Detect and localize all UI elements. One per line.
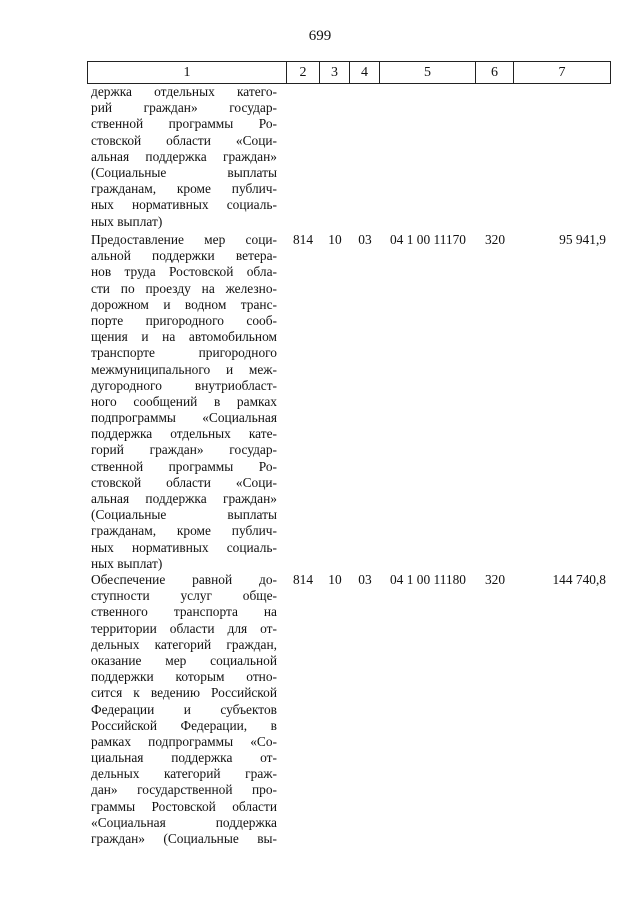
description-line: горий граждан» государ- <box>91 442 277 458</box>
description-line: порте пригородного сооб- <box>91 312 277 328</box>
header-col-3: 3 <box>320 62 350 84</box>
description-line: (Социальные выплаты <box>91 164 277 180</box>
row-description <box>91 572 277 847</box>
description-line: ственной программы Ро- <box>91 458 277 474</box>
subsection-code: 03 <box>358 572 372 587</box>
row-description <box>91 84 277 230</box>
description-line: сится к ведению Российской <box>91 685 277 701</box>
description-line: ступности услуг обще- <box>91 588 277 604</box>
description-line: сти по проезду на железно- <box>91 280 277 296</box>
description-line: оказание мер социальной <box>91 652 277 668</box>
amount-value: 144 740,8 <box>552 572 606 587</box>
description-line: держка отдельных катего- <box>91 84 277 99</box>
target-article-code: 04 1 00 11170 <box>389 232 466 247</box>
section-code: 10 <box>328 232 342 247</box>
description-line: гражданам, кроме публич- <box>91 181 277 197</box>
description-line: ных нормативных социаль- <box>91 539 277 555</box>
description-line: дорожном и водном транс- <box>91 296 277 312</box>
description-line: Федерации и субъектов <box>91 701 277 717</box>
description-line: ного сообщений в рамках <box>91 393 277 409</box>
description-line: гражданам, кроме публич- <box>91 523 277 539</box>
description-line: стовской области «Соци- <box>91 474 277 490</box>
section-code: 10 <box>328 572 342 587</box>
header-col-4: 4 <box>350 62 380 84</box>
description-line: межмуниципального и меж- <box>91 361 277 377</box>
description-line: (Социальные выплаты <box>91 507 277 523</box>
description-line: альной поддержки ветера- <box>91 248 277 264</box>
expense-type-code: 320 <box>484 232 506 247</box>
description-line: нов труда Ростовской обла- <box>91 264 277 280</box>
ministry-code: 814 <box>292 232 314 247</box>
description-line: подпрограммы «Социальная <box>91 410 277 426</box>
expense-type-code: 320 <box>484 572 506 587</box>
header-row <box>88 62 611 84</box>
amount-value: 95 941,9 <box>559 232 606 247</box>
description-line: ных выплат) <box>91 213 163 229</box>
ministry-code: 814 <box>292 572 314 587</box>
description-line: стовской области «Соци- <box>91 132 277 148</box>
description-line: ных нормативных социаль- <box>91 197 277 213</box>
header-col-1: 1 <box>88 62 287 84</box>
description-line: дугородного внутриобласт- <box>91 377 277 393</box>
description-line: Обеспечение равной до- <box>91 572 277 587</box>
target-article-code: 04 1 00 11180 <box>389 572 466 587</box>
description-line: рий граждан» государ- <box>91 100 277 116</box>
column-number-header <box>87 61 611 84</box>
description-line: дельных категорий граж- <box>91 766 277 782</box>
description-line: ственного транспорта на <box>91 604 277 620</box>
description-line: поддержки которым отно- <box>91 669 277 685</box>
description-line: «Социальная поддержка <box>91 814 277 830</box>
description-line: транспорте пригородного <box>91 345 277 361</box>
header-col-7: 7 <box>514 62 611 84</box>
page-number: 699 <box>308 28 332 44</box>
description-line: Предоставление мер соци- <box>91 232 277 247</box>
description-line: Российской Федерации, в <box>91 717 277 733</box>
description-line: щения и на автомобильном <box>91 329 277 345</box>
subsection-code: 03 <box>358 232 372 247</box>
description-line: поддержка отдельных кате- <box>91 426 277 442</box>
header-col-2: 2 <box>287 62 320 84</box>
description-line: территории области для от- <box>91 620 277 636</box>
description-line: альная поддержка граждан» <box>91 148 277 164</box>
description-line: граждан» (Социальные вы- <box>91 831 277 846</box>
description-line: дан» государственной про- <box>91 782 277 798</box>
description-line: ственной программы Ро- <box>91 116 277 132</box>
header-col-6: 6 <box>476 62 514 84</box>
description-line: граммы Ростовской области <box>91 798 277 814</box>
row-description <box>91 232 277 572</box>
header-col-5: 5 <box>380 62 476 84</box>
description-line: рамках подпрограммы «Со- <box>91 733 277 749</box>
description-line: ных выплат) <box>91 555 163 571</box>
description-line: альная поддержка граждан» <box>91 491 277 506</box>
description-line: дельных категорий граждан, <box>91 636 277 652</box>
description-line: циальная поддержка от- <box>91 750 277 766</box>
